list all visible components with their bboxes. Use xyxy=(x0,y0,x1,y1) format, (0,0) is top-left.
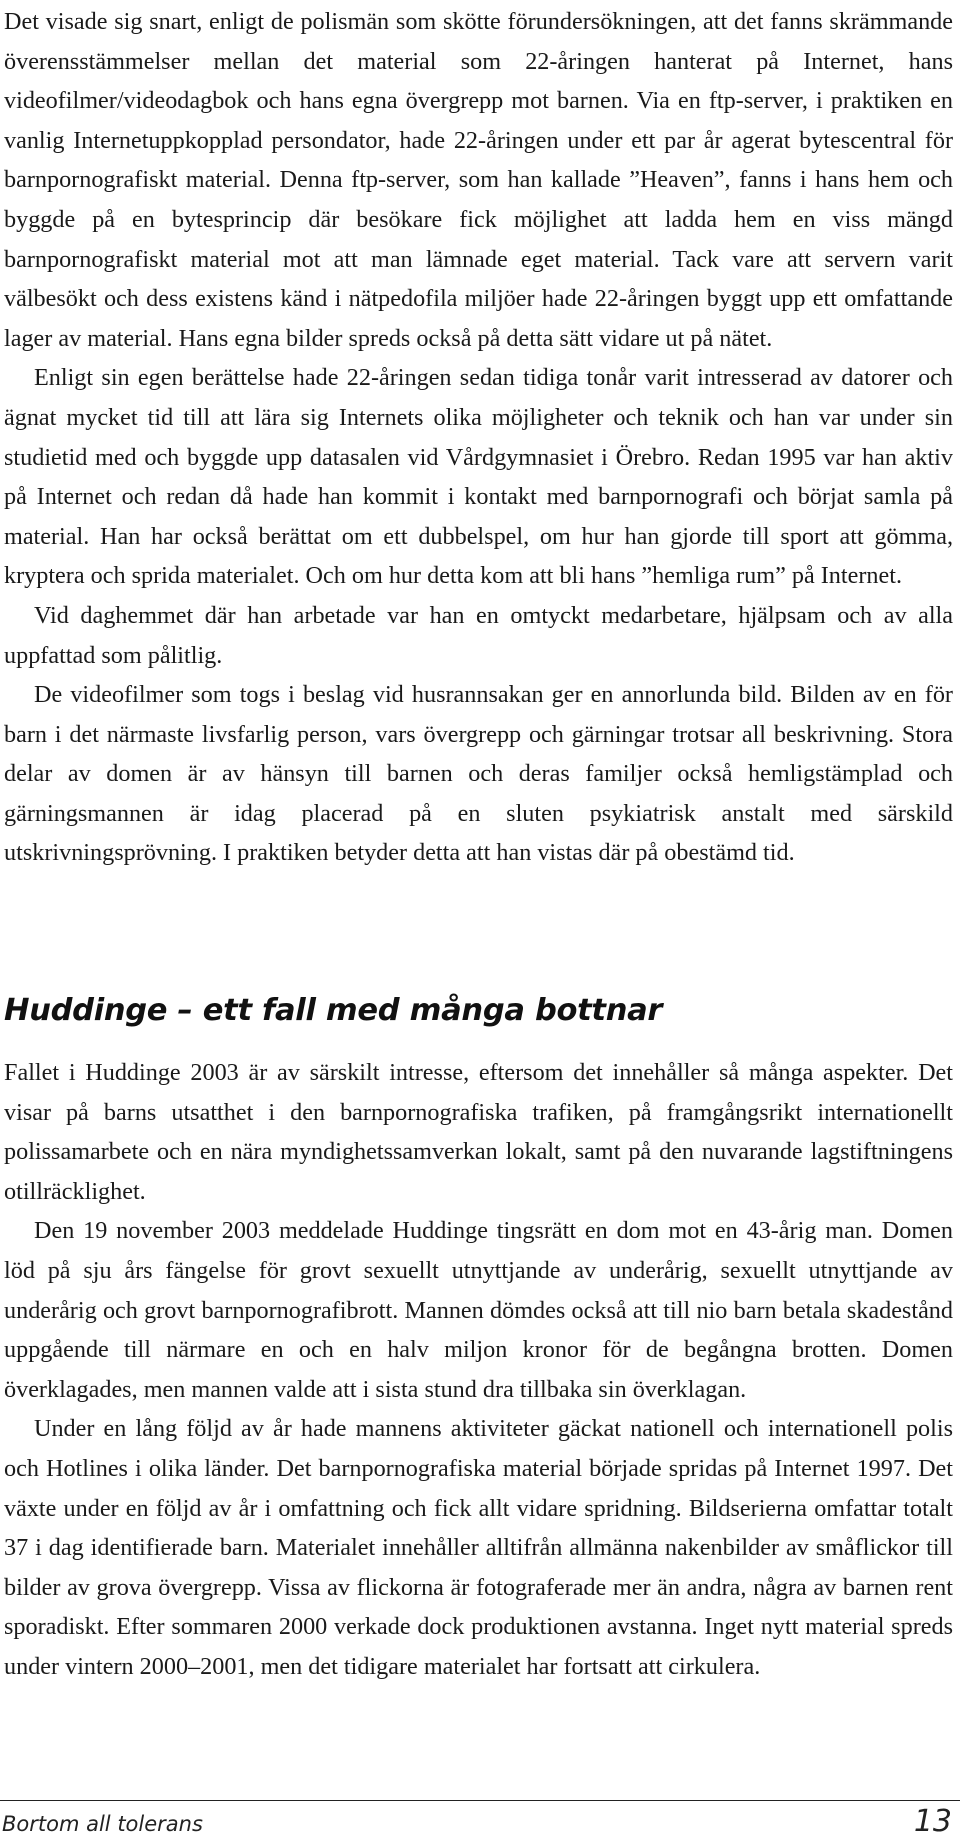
upper-section-text xyxy=(4,2,953,873)
footer-title: Bortom all tolerans xyxy=(2,1812,203,1836)
paragraph-3: Vid daghemmet där han arbetade var han en omtyckt medarbetare, hjälpsam och av alla uppfattad som pålitlig. xyxy=(4,601,953,669)
paragraph-2: Enligt sin egen berättelse hade 22-åringen sedan tidiga tonår varit intresserad av datorer och ägnat mycket tid till att lära sig Internets olika möjligheter och teknik och han var under sin studietid med och byggde upp datasalen vid Vårdgymnasiet i Örebro. Redan 1995 var han aktiv på Internet och redan då hade han kommit i kontakt med barnpornografi och börjat samla på material. Han har också berättat om ett dubbelspel, om hur han gjorde till sport att gömma, kryptera och sprida materialet. Och om hur detta kom att bli hans ”hemliga rum” på Internet. xyxy=(4,364,953,590)
section-heading: Huddinge – ett fall med många bottnar xyxy=(4,993,663,1028)
paragraph-7: Under en lång följd av år hade mannens aktiviteter gäckat nationell och internationell polis och Hotlines i olika länder. Det barnpornografiska material började spridas på Internet 1997. Det växte under en följd av år i omfattning och fick allt vidare spridning. Bildserierna omfattar totalt 37 i dag identifierade barn. Materialet innehåller alltifrån allmänna nakenbilder av småflickor till bilder av grova övergrepp. Vissa av flickorna är fotograferade mer än andra, några av barnen rent sporadiskt. Efter sommaren 2000 verkade dock produktionen avstanna. Inget nytt material spreds under vintern 2000–2001, men det tidigare materialet har fortsatt att cirkulera. xyxy=(4,1415,953,1680)
page-number: 13 xyxy=(913,1804,952,1839)
paragraph-6: Den 19 november 2003 meddelade Huddinge tingsrätt en dom mot en 43-årig man. Domen löd på sju års fängelse för grovt sexuellt utnyttjande av underårig, sexuellt utnyttjande av underårig och grovt barnpornografibrott. Mannen dömdes också att till nio barn betala skadestånd uppgående till närmare en och en halv miljon kronor för de begångna brotten. Domen överklagades, men mannen valde att i sista stund dra tillbaka sin överklagan. xyxy=(4,1217,953,1403)
paragraph-5: Fallet i Huddinge 2003 är av särskilt intresse, eftersom det innehåller så många aspekter. Det visar på barns utsatthet i den barnpornografiska trafiken, på framgångsrikt internationellt polissamarbete och en nära myndighetssamverkan lokalt, samt på den nuvarande lagstiftningens otillräcklighet. xyxy=(4,1059,953,1205)
footer-divider xyxy=(0,1800,960,1801)
lower-section-text xyxy=(4,1053,953,1687)
paragraph-1: Det visade sig snart, enligt de polismän som skötte förundersökningen, att det fanns skrämmande överensstämmelser mellan det material som 22-åringen hanterat på Internet, hans videofilmer/videodagbok och hans egna övergrepp mot barnen. Via en ftp-server, i praktiken en vanlig Internetuppkopplad persondator, hade 22-åringen under ett par år agerat bytescentral för barnpornografiskt material. Denna ftp-server, som han kallade ”Heaven”, fanns i hans hem och byggde på en bytesprincip där besökare fick möjlighet att ladda hem en viss mängd barnpornografiskt material mot att man lämnade eget material. Tack vare att servern varit välbesökt och dess existens känd i nätpedofila miljöer hade 22-åringen byggt upp ett omfattande lager av material. Hans egna bilder spreds också på detta sätt vidare ut på nätet. xyxy=(4,8,953,352)
paragraph-4: De videofilmer som togs i beslag vid husrannsakan ger en annorlunda bild. Bilden av en för barn i det närmaste livsfarlig person, vars övergrepp och gärningar trotsar all beskrivning. Stora delar av domen är av hänsyn till barnen och deras familjer också hemligstämplad och gärningsmannen är idag placerad på en sluten psykiatrisk anstalt med särskild utskrivningsprövning. I praktiken betyder detta att han vistas där på obestämd tid. xyxy=(4,681,953,867)
